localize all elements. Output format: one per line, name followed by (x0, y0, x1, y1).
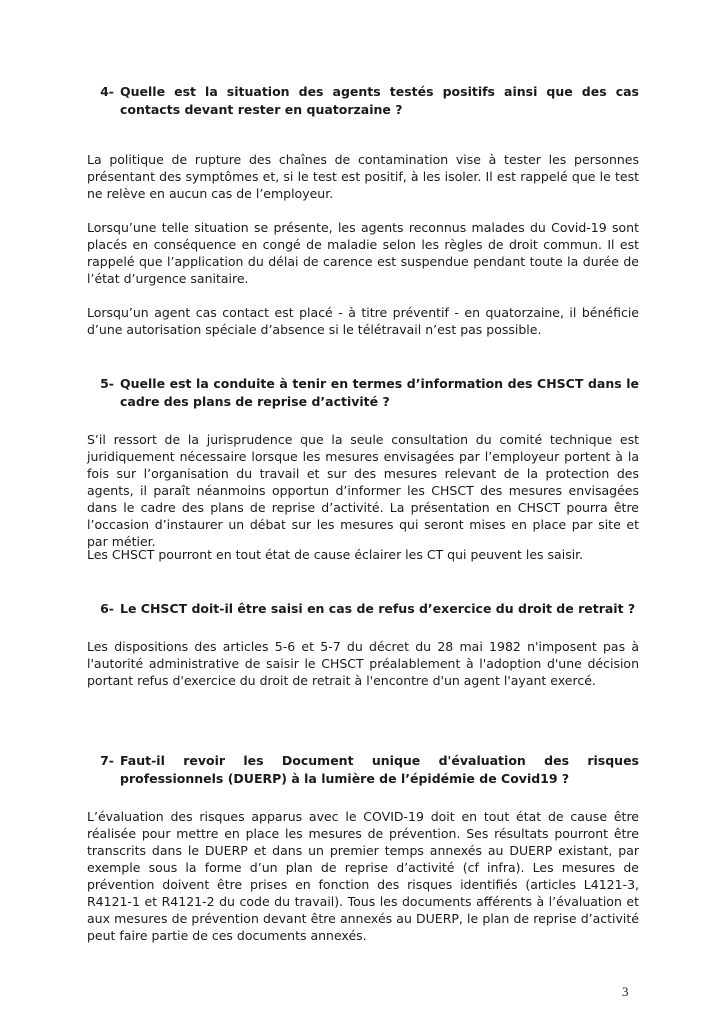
section-4-body-2 (87, 219, 639, 287)
page-number: 3 (622, 984, 629, 999)
section-5-body (87, 431, 639, 550)
question-heading (87, 752, 639, 788)
question-number: 5- (100, 376, 114, 391)
question-title: Le CHSCT doit-il être saisi en cas de refus d’exercice du droit de retrait ? (120, 601, 636, 616)
question-heading (87, 375, 639, 411)
paragraph: Lorsqu’un agent cas contact est placé - à titre préventif - en quatorzaine, il bénéficie d’une autorisation spéciale d’absence si le télétravail n’est pas possible. (87, 305, 639, 337)
paragraph: La politique de rupture des chaînes de contamination vise à tester les personnes présentant des symptômes et, si le test est positif, à les isoler. Il est rappelé que le test ne relève en aucun cas de l’employeur. (87, 152, 639, 201)
section-4-body (87, 151, 639, 202)
question-number: 4- (100, 84, 114, 99)
section-7 (87, 752, 639, 788)
section-6 (87, 600, 639, 618)
question-heading (87, 83, 639, 119)
paragraph: Lorsqu’une telle situation se présente, les agents reconnus malades du Covid-19 sont placés en conséquence en congé de maladie selon les règles de droit commun. Il est rappelé que l’application du délai de carence est suspendue pendant toute la durée de l’état d’urgence sanitaire. (87, 220, 639, 286)
section-4 (87, 83, 639, 119)
question-number: 6- (100, 601, 114, 616)
paragraph: L’évaluation des risques apparus avec le COVID-19 doit en tout état de cause être réalisée pour mettre en place les mesures de prévention. Ses résultats pourront être transcrits dans le DUERP et dans un premier temps annexés au DUERP existant, par exemple sous la forme d’un plan de reprise d’activité (cf infra). Les mesures de prévention doivent être prises en fonction des risques identifiés (articles L4121-3, R4121-1 et R4121-2 du code du travail). Tous les documents afférents à l’évaluation et aux mesures de prévention devant être annexés au DUERP, le plan de reprise d’activité peut faire partie de ces documents annexés. (87, 809, 639, 943)
section-6-body (87, 638, 639, 689)
question-heading (87, 600, 639, 618)
paragraph: S’il ressort de la jurisprudence que la seule consultation du comité technique est juridiquement nécessaire lorsque les mesures envisagées par l’employeur portent à la fois sur l’organisation du travail et sur des mesures relevant de la protection des agents, il paraît néanmoins opportun d’informer les CHSCT des mesures envisagées dans le cadre des plans de reprise d’activité. La présentation en CHSCT pourra être l’occasion d’instaurer un débat sur les mesures qui seront mises en place par site et par métier. (87, 432, 639, 549)
section-5 (87, 375, 639, 411)
question-number: 7- (100, 753, 114, 768)
section-5-body-2 (87, 546, 639, 563)
paragraph: Les CHSCT pourront en tout état de cause éclairer les CT qui peuvent les saisir. (87, 547, 584, 562)
paragraph: Les dispositions des articles 5-6 et 5-7 du décret du 28 mai 1982 n'imposent pas à l'autorité administrative de saisir le CHSCT préalablement à l'adoption d'une décision portant refus d'exercice du droit de retrait à l'encontre d'un agent l'ayant exercé. (87, 639, 639, 688)
section-4-body-3 (87, 304, 639, 338)
question-title: Quelle est la conduite à tenir en termes d’information des CHSCT dans le cadre des plans de reprise d’activité ? (120, 376, 639, 409)
question-title: Faut-il revoir les Document unique d'évaluation des risques professionnels (DUERP) à la lumière de l’épidémie de Covid19 ? (120, 753, 639, 786)
section-7-body (87, 808, 639, 944)
question-title: Quelle est la situation des agents testés positifs ainsi que des cas contacts devant rester en quatorzaine ? (120, 84, 639, 117)
